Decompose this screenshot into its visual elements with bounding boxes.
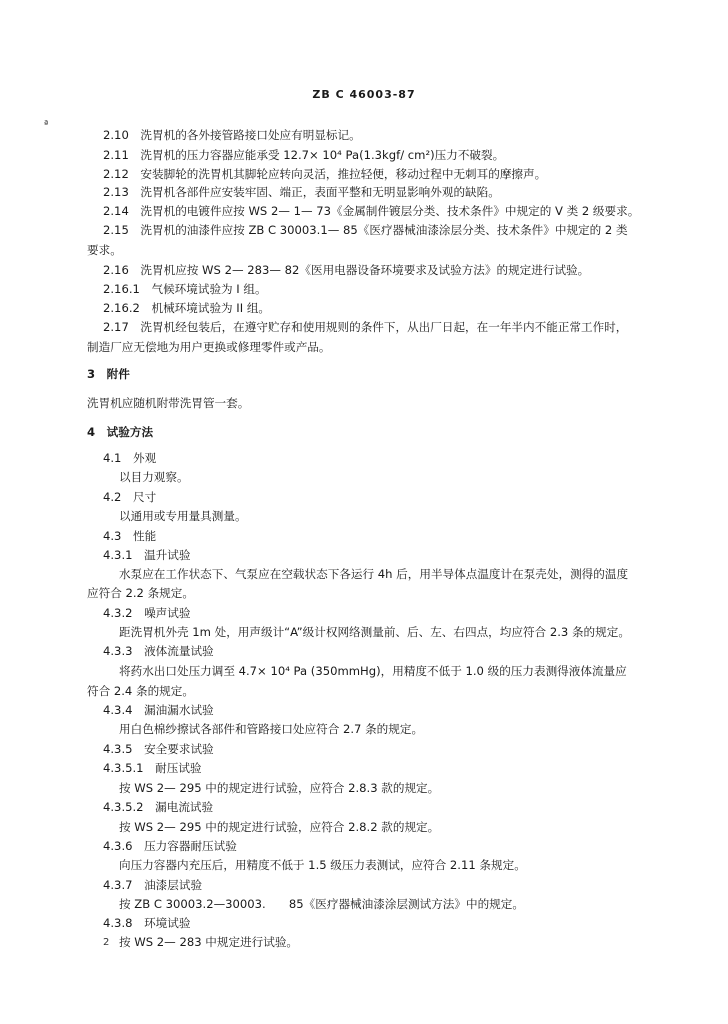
text-line: 2.13 洗胃机各部件应安装牢固、端正，表面平整和无明显影响外观的缺陷。 <box>103 185 500 199</box>
text-line: 4.3.7 油漆层试验 <box>103 878 203 892</box>
section-heading: 4 试验方法 <box>87 425 154 439</box>
text-line: 制造厂应无偿地为用户更换或修理零件或产品。 <box>87 340 331 354</box>
text-line: 4.3.5.1 耐压试验 <box>103 761 202 775</box>
text-line: 4.3.4 漏油漏水试验 <box>103 703 214 717</box>
text-line: 2.16.2 机械环境试验为 II 组。 <box>103 301 271 315</box>
page-header: ZB C 46003-87 <box>312 88 416 101</box>
text-line: 洗胃机应随机附带洗胃管一套。 <box>87 396 250 410</box>
text-line: 将药水出口处压力调至 4.7× 10⁴ Pa (350mmHg)，用精度不低于 1.0 级的压力表测得液体流量应 <box>119 664 627 678</box>
text-line: 2.11 洗胃机的压力容器应能承受 12.7× 10⁴ Pa(1.3kgf/ cm²)压力不破裂。 <box>103 148 505 162</box>
section-heading: 3 附件 <box>87 367 130 381</box>
page-number: 2 <box>103 937 110 948</box>
text-line: 向压力容器内充压后，用精度不低于 1.5 级压力表测试，应符合 2.11 条规定。 <box>119 858 526 872</box>
text-line: 2.12 安装脚轮的洗胃机其脚轮应转向灵活，推拉轻便，移动过程中无刺耳的摩擦声。 <box>103 167 547 181</box>
text-line: 按 WS 2— 295 中的规定进行试验，应符合 2.8.2 款的规定。 <box>119 820 440 834</box>
text-line: 用白色棉纱擦试各部件和管路接口处应符合 2.7 条的规定。 <box>119 722 424 736</box>
text-line: 4.3.5 安全要求试验 <box>103 742 214 756</box>
text-line: 4.2 尺寸 <box>103 490 157 504</box>
text-line: 2.16.1 气候环境试验为 I 组。 <box>103 282 267 296</box>
text-line: 4.3 性能 <box>103 529 157 543</box>
text-line: 水泵应在工作状态下、气泵应在空载状态下各运行 4h 后，用半导体点温度计在泵壳处，测得的温度 <box>119 567 629 581</box>
text-line: 2.16 洗胃机应按 WS 2— 283— 82《医用电器设备环境要求及试验方法》的规定进行试验。 <box>103 263 590 277</box>
text-line: 以目力观察。 <box>119 470 189 484</box>
text-line: 2.10 洗胃机的各外接管路接口处应有明显标记。 <box>103 128 361 142</box>
text-line: 4.3.1 温升试验 <box>103 548 191 562</box>
text-line: 以通用或专用量具测量。 <box>119 509 247 523</box>
text-line: 按 WS 2— 295 中的规定进行试验，应符合 2.8.3 款的规定。 <box>119 781 440 795</box>
text-line: 按 WS 2— 283 中规定进行试验。 <box>119 935 299 949</box>
text-line: 距洗胃机外壳 1m 处，用声级计“A”级计权网络测量前、后、左、右四点，均应符合 2.3 条的规定。 <box>119 625 630 639</box>
text-line: 4.3.2 噪声试验 <box>103 606 191 620</box>
text-line: 符合 2.4 条的规定。 <box>87 684 194 698</box>
text-line: 4.3.6 压力容器耐压试验 <box>103 839 237 853</box>
text-line: 4.3.3 液体流量试验 <box>103 644 214 658</box>
text-line: 要求。 <box>87 243 122 257</box>
text-line: 2.17 洗胃机经包装后，在遵守贮存和使用规则的条件下，从出厂日起，在一年半内不能正常工作时， <box>103 320 628 334</box>
text-line: 按 ZB C 30003.2—30003. 85《医疗器械油漆涂层测试方法》中的规定。 <box>119 897 524 911</box>
text-line: 应符合 2.2 条规定。 <box>87 586 194 600</box>
text-line: 4.3.8 环境试验 <box>103 916 191 930</box>
text-line: 4.3.5.2 漏电流试验 <box>103 800 214 814</box>
text-line: 2.14 洗胃机的电镀件应按 WS 2— 1— 73《金属制件镀层分类、技术条件》中规定的 V 类 2 级要求。 <box>103 204 640 218</box>
corner-mark: ª <box>44 120 49 130</box>
text-line: 2.15 洗胃机的油漆件应按 ZB C 30003.1— 85《医疗器械油漆涂层分类、技术条件》中规定的 2 类 <box>103 223 628 237</box>
text-line: 4.1 外观 <box>103 451 157 465</box>
